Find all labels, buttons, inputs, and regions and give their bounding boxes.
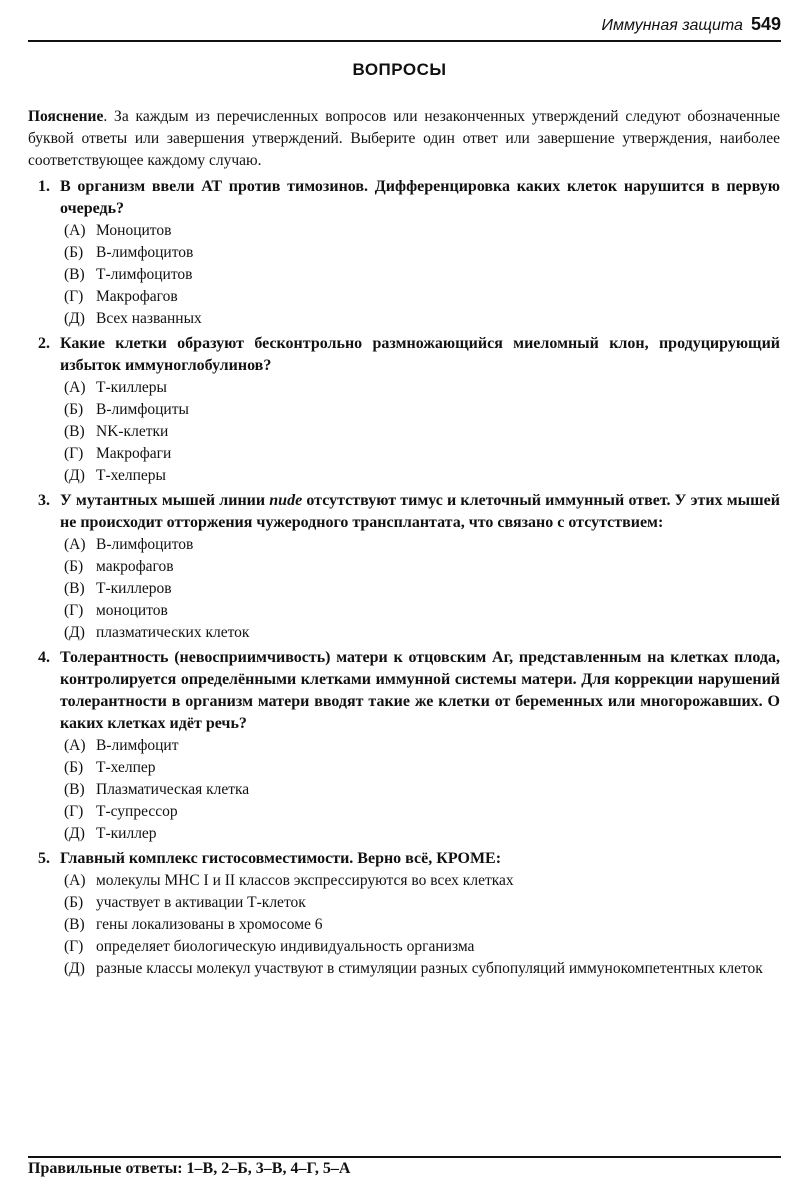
question-text-start: У мутантных мышей линии (60, 492, 270, 509)
question-number: 4. (38, 649, 50, 666)
option-letter: (Б) (64, 759, 84, 776)
option-letter: (Д) (64, 825, 85, 842)
option-text: Т-киллеры (96, 379, 167, 396)
option-letter: (В) (64, 423, 85, 440)
option-letter: (Д) (64, 960, 85, 977)
intro-text: . За каждым из перечисленных вопросов или незаконченных утверждений следуют обозначенные буквой ответы или завершения утверждений. Выберите один ответ или завершение утверждения, наиболее соответствующее каждому случаю. (28, 108, 780, 169)
question-list (28, 176, 780, 983)
answer-option (64, 286, 780, 308)
option-text: моноцитов (96, 602, 168, 619)
answer-option (64, 443, 780, 465)
option-letter: (Г) (64, 445, 84, 462)
question-4 (28, 647, 780, 845)
option-letter: (Б) (64, 401, 84, 418)
option-letter: (Г) (64, 938, 84, 955)
answer-options (28, 870, 780, 980)
question-text-end: отсутствуют тимус и клеточный иммунный ответ. У этих мышей не происходит отторжения чужеродного трансплантата, что связано с отсутствием: (60, 492, 780, 531)
question-number: 2. (38, 335, 50, 352)
strain-name: nude (269, 492, 303, 509)
option-text: В-лимфоцит (96, 737, 179, 754)
option-letter: (А) (64, 872, 86, 889)
answer-option (64, 264, 780, 286)
page-number: 549 (750, 14, 781, 34)
option-text: Макрофаги (96, 445, 172, 462)
option-text: В-лимфоцитов (96, 536, 194, 553)
running-header (28, 14, 781, 42)
intro-lead: Пояснение (28, 108, 104, 125)
option-letter: (Б) (64, 244, 84, 261)
question-stem (28, 647, 780, 735)
option-text: Т-лимфоцитов (96, 266, 193, 283)
question-number: 5. (38, 850, 50, 867)
option-letter: (В) (64, 266, 85, 283)
answer-option (64, 823, 780, 845)
answer-option (64, 914, 780, 936)
answer-option (64, 958, 780, 980)
option-letter: (А) (64, 536, 86, 553)
option-text: Т-хелпер (96, 759, 156, 776)
option-text: молекулы МНС I и II классов экспрессируются во всех клетках (96, 872, 514, 889)
answer-option (64, 870, 780, 892)
option-letter: (Д) (64, 467, 85, 484)
option-letter: (А) (64, 222, 86, 239)
option-letter: (А) (64, 379, 86, 396)
option-letter: (Д) (64, 624, 85, 641)
option-text: Плазматическая клетка (96, 781, 250, 798)
answer-option (64, 936, 780, 958)
option-letter: (Г) (64, 288, 84, 305)
option-text: макрофагов (96, 558, 174, 575)
option-text: В-лимфоцитов (96, 244, 194, 261)
option-letter: (Г) (64, 602, 84, 619)
question-text (60, 492, 780, 531)
answer-option (64, 622, 780, 644)
option-text: Моноцитов (96, 222, 172, 239)
question-text: Толерантность (невосприимчивость) матери к отцовским Аг, представленным на клетках плода, контролируется определёнными клетками иммунной системы матери. Для коррекции нарушений толерантности в организм матери вводят такие же клетки от беременных или многорожавших. О каких клетках идёт речь? (60, 649, 780, 732)
answer-options (28, 735, 780, 845)
answer-option (64, 242, 780, 264)
option-letter: (А) (64, 737, 86, 754)
option-letter: (В) (64, 580, 85, 597)
option-letter: (Д) (64, 310, 85, 327)
option-text: разные классы молекул участвуют в стимуляции разных субпопуляций иммунокомпетентных клеток (96, 960, 763, 977)
answer-options (28, 377, 780, 487)
option-letter: (В) (64, 916, 85, 933)
question-5 (28, 848, 780, 980)
option-text: гены локализованы в хромосоме 6 (96, 916, 323, 933)
page-title: ВОПРОСЫ (352, 60, 447, 79)
answer-option (64, 556, 780, 578)
answer-option (64, 421, 780, 443)
question-stem (28, 333, 780, 377)
answer-option (64, 534, 780, 556)
section-title: Иммунная защита (601, 17, 743, 34)
option-text: определяет биологическую индивидуальность организма (96, 938, 475, 955)
option-text: Т-киллеров (96, 580, 172, 597)
answer-option (64, 578, 780, 600)
question-stem (28, 490, 780, 534)
question-text: Какие клетки образуют бесконтрольно размножающийся миеломный клон, продуцирующий избыток иммуноглобулинов? (60, 335, 780, 374)
option-text: Т-хелперы (96, 467, 166, 484)
answer-option (64, 600, 780, 622)
question-text: В организм ввели АТ против тимозинов. Дифференцировка каких клеток нарушится в первую очередь? (60, 178, 780, 217)
intro-paragraph (28, 106, 780, 172)
option-text: NK-клетки (96, 423, 169, 440)
question-1 (28, 176, 780, 330)
answer-option (64, 399, 780, 421)
option-text: В-лимфоциты (96, 401, 189, 418)
question-3 (28, 490, 780, 644)
answer-option (64, 377, 780, 399)
question-text: Главный комплекс гистосовместимости. Верно всё, КРОМЕ: (60, 850, 502, 867)
question-number: 1. (38, 178, 50, 195)
answer-options (28, 220, 780, 330)
answer-key: Правильные ответы: 1–В, 2–Б, 3–В, 4–Г, 5–А (28, 1156, 781, 1178)
question-stem (28, 848, 780, 870)
question-stem (28, 176, 780, 220)
option-text: Всех названных (96, 310, 202, 327)
answer-option (64, 465, 780, 487)
option-letter: (Б) (64, 558, 84, 575)
option-text: участвует в активации Т-клеток (96, 894, 306, 911)
option-text: Т-киллер (96, 825, 157, 842)
option-letter: (В) (64, 781, 85, 798)
answer-option (64, 801, 780, 823)
option-letter: (Б) (64, 894, 84, 911)
answer-option (64, 735, 780, 757)
answer-option (64, 779, 780, 801)
answer-option (64, 308, 780, 330)
answer-option (64, 220, 780, 242)
option-text: Т-супрессор (96, 803, 178, 820)
question-2 (28, 333, 780, 487)
answer-option (64, 892, 780, 914)
answer-option (64, 757, 780, 779)
question-number: 3. (38, 492, 50, 509)
option-text: Макрофагов (96, 288, 178, 305)
option-text: плазматических клеток (96, 624, 250, 641)
answer-options (28, 534, 780, 644)
option-letter: (Г) (64, 803, 84, 820)
